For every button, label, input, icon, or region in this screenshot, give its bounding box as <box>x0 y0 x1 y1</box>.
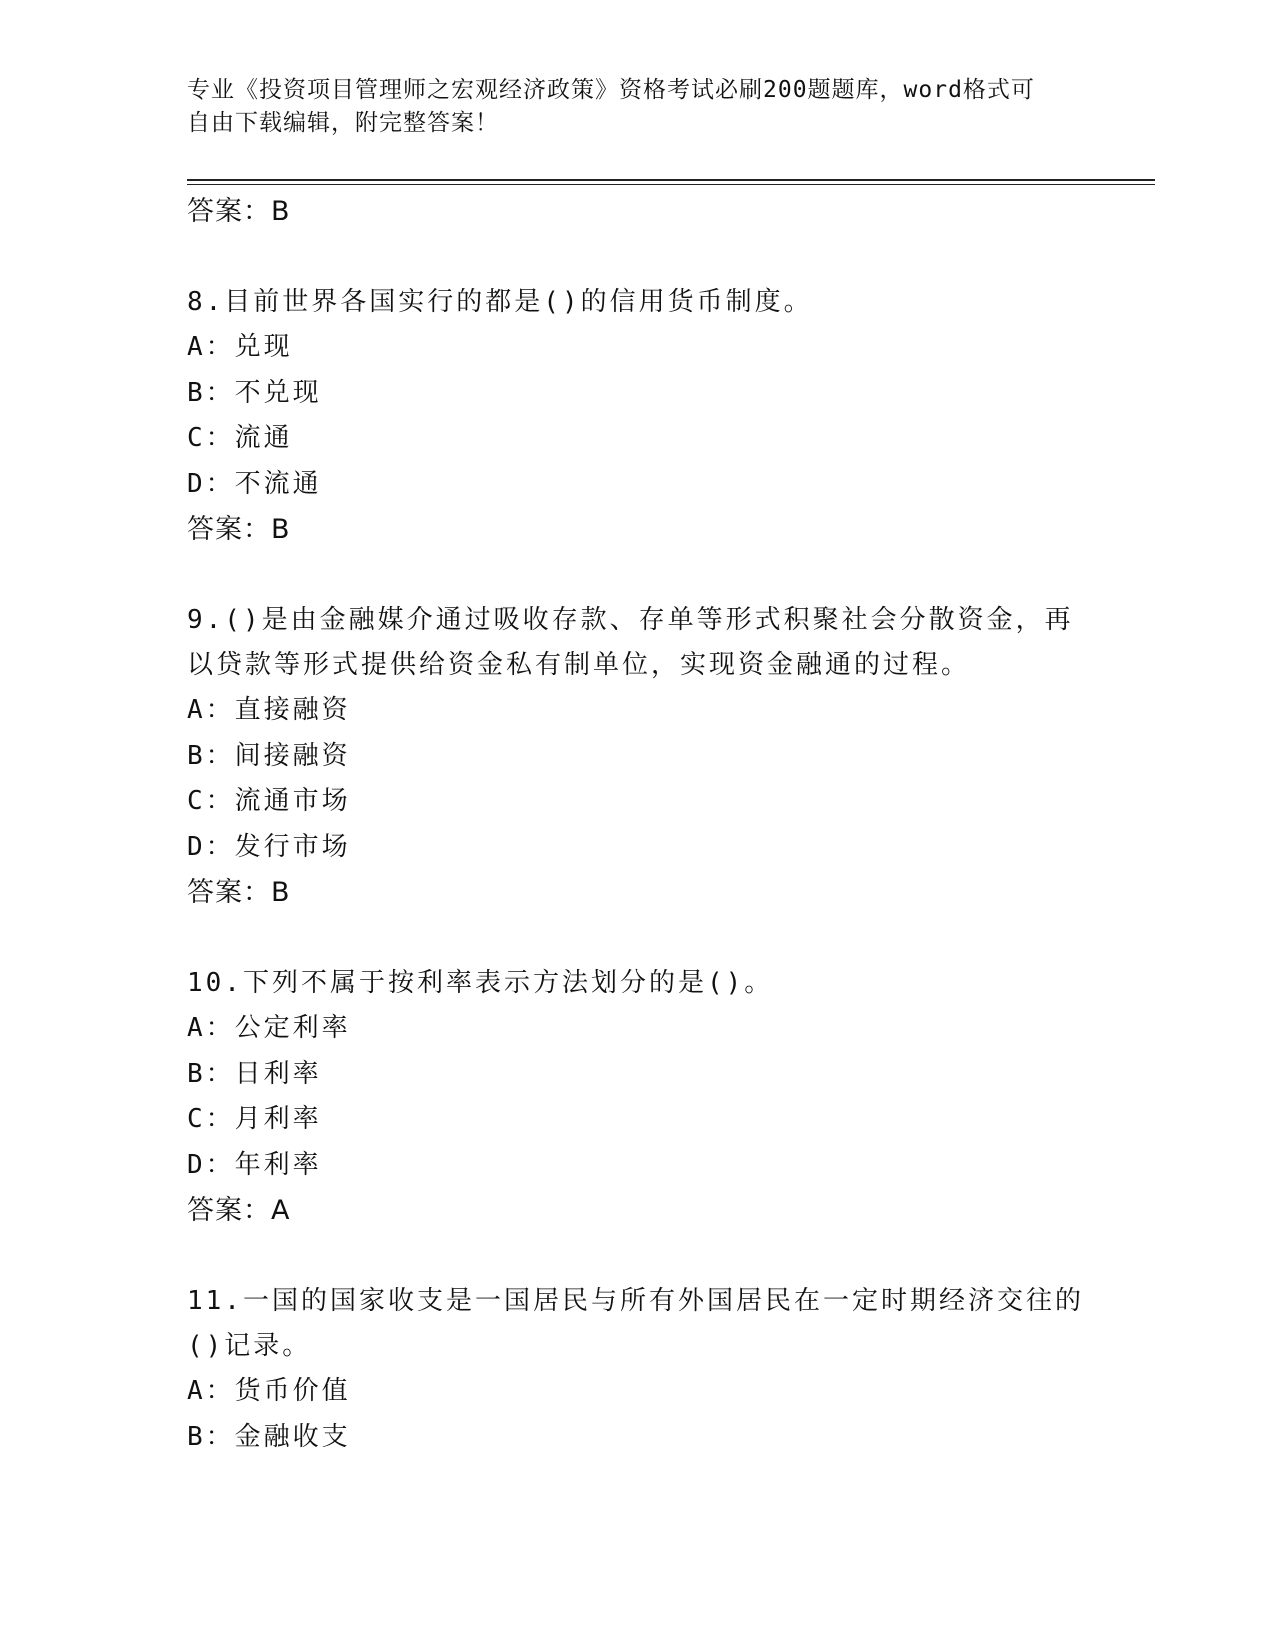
option-b: B：金融收支 <box>187 1421 351 1452</box>
header-line-1: 专业《投资项目管理师之宏观经济政策》资格考试必刷200题题库，word格式可 <box>187 77 1035 103</box>
question-text: 9.()是由金融媒介通过吸收存款、存单等形式积聚社会分散资金，再 <box>187 605 1074 635</box>
option-b: B：间接融资 <box>187 740 351 771</box>
option-a: A：直接融资 <box>187 695 351 725</box>
spacer <box>187 235 1087 280</box>
option-a: A：货币价值 <box>187 1376 351 1406</box>
option-b: B：日利率 <box>187 1058 322 1089</box>
question-text-continued: 以贷款等形式提供给资金私有制单位，实现资金融通的过程。 <box>187 650 971 680</box>
option-c: C：流通 <box>187 423 293 453</box>
question-list <box>187 189 1087 1460</box>
question-text: 11.一国的国家收支是一国居民与所有外国居民在一定时期经济交往的 <box>187 1286 1084 1316</box>
option-a: A：公定利率 <box>187 1013 351 1043</box>
question-text-continued: ()记录。 <box>187 1331 312 1361</box>
option-d: D：不流通 <box>187 468 322 499</box>
spacer <box>187 553 1087 598</box>
option-c: C：流通市场 <box>187 786 351 816</box>
option-a: A：兑现 <box>187 332 293 362</box>
question-block-8 <box>187 280 1087 553</box>
answer-text: 答案：B <box>187 877 291 908</box>
question-block-11 <box>187 1279 1087 1460</box>
previous-answer: 答案：B <box>187 196 291 227</box>
question-block-10 <box>187 961 1087 1234</box>
option-c: C：月利率 <box>187 1104 322 1134</box>
spacer <box>187 916 1087 961</box>
header-divider-thin <box>187 184 1155 185</box>
option-b: B：不兑现 <box>187 377 322 408</box>
question-text: 8.目前世界各国实行的都是()的信用货币制度。 <box>187 287 813 317</box>
option-d: D：年利率 <box>187 1149 322 1180</box>
answer-text: 答案：B <box>187 514 291 545</box>
option-d: D：发行市场 <box>187 831 351 862</box>
question-text: 10.下列不属于按利率表示方法划分的是()。 <box>187 968 774 998</box>
document-header <box>187 74 1087 140</box>
header-divider-thick <box>187 179 1155 181</box>
answer-text: 答案：A <box>187 1195 291 1226</box>
header-line-2: 自由下载编辑，附完整答案！ <box>187 110 499 136</box>
question-block-9 <box>187 598 1087 916</box>
spacer <box>187 1234 1087 1279</box>
